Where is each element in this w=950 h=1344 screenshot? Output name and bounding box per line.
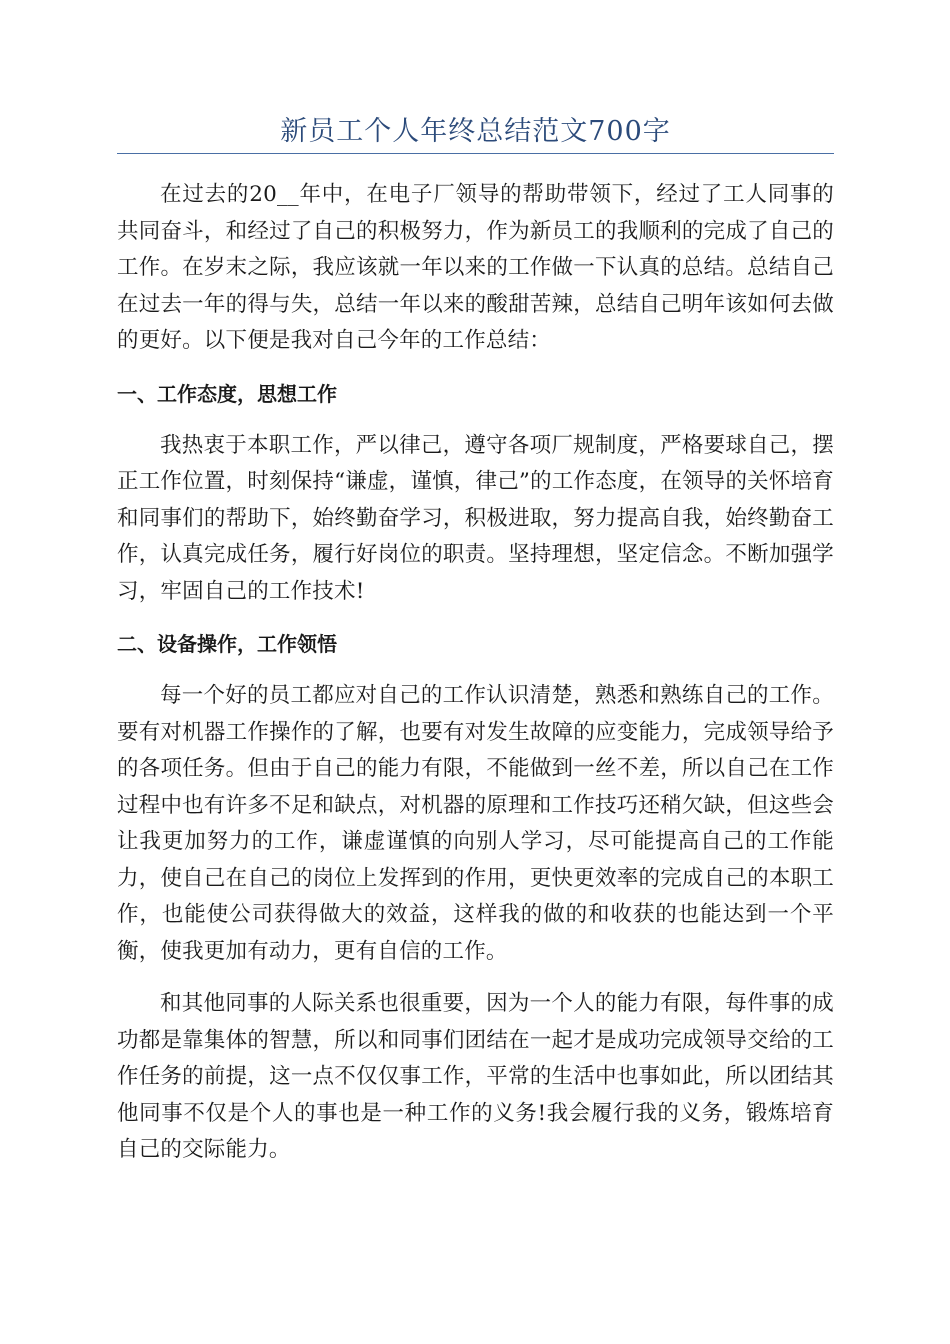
title-underline <box>117 153 834 154</box>
section-heading-work-attitude: 一、工作态度，思想工作 <box>117 381 337 406</box>
document-page <box>117 112 834 1169</box>
interpersonal-paragraph: 和其他同事的人际关系也很重要，因为一个人的能力有限，每件事的成功都是靠集体的智慧，所以和同事们团结在一起才是成功完成领导交给的工作任务的前提，这一点不仅仅事工作，平常的生活中也事如此，所以团结其他同事不仅是个人的事也是一种工作的义务!我会履行我的义务，锻炼培育自己的交际能力。 <box>117 991 834 1162</box>
section-heading-equipment-operation: 二、设备操作，工作领悟 <box>117 632 337 656</box>
work-attitude-paragraph: 我热衷于本职工作，严以律己，遵守各项厂规制度，严格要球自己，摆正工作位置，时刻保持“谦虚，谨慎，律己”的工作态度，在领导的关怀培育和同事们的帮助下，始终勤奋学习，积极进取，努力提高自我，始终勤奋工作，认真完成任务，履行好岗位的职责。坚持理想，坚定信念。不断加强学习，牢固自己的工作技术! <box>117 432 834 604</box>
document-title: 新员工个人年终总结范文700字 <box>280 116 671 147</box>
intro-paragraph: 在过去的20__年中，在电子厂领导的帮助带领下，经过了工人同事的共同奋斗，和经过了自己的积极努力，作为新员工的我顺利的完成了自己的工作。在岁末之际，我应该就一年以来的工作做一下认真的总结。总结自己在过去一年的得与失，总结一年以来的酸甜苦辣，总结自己明年该如何去做的更好。以下便是我对自己今年的工作总结： <box>117 182 834 353</box>
equipment-operation-paragraph: 每一个好的员工都应对自己的工作认识清楚，熟悉和熟练自己的工作。要有对机器工作操作的了解，也要有对发生故障的应变能力，完成领导给予的各项任务。但由于自己的能力有限，不能做到一丝不差，所以自己在工作过程中也有许多不足和缺点，对机器的原理和工作技巧还稍欠缺，但这些会让我更加努力的工作，谦虚谨慎的向别人学习，尽可能提高自己的工作能力，使自己在自己的岗位上发挥到的作用，更快更效率的完成自己的本职工作，也能使公司获得做大的效益，这样我的做的和收获的也能达到一个平衡，使我更加有动力，更有自信的工作。 <box>117 683 834 964</box>
